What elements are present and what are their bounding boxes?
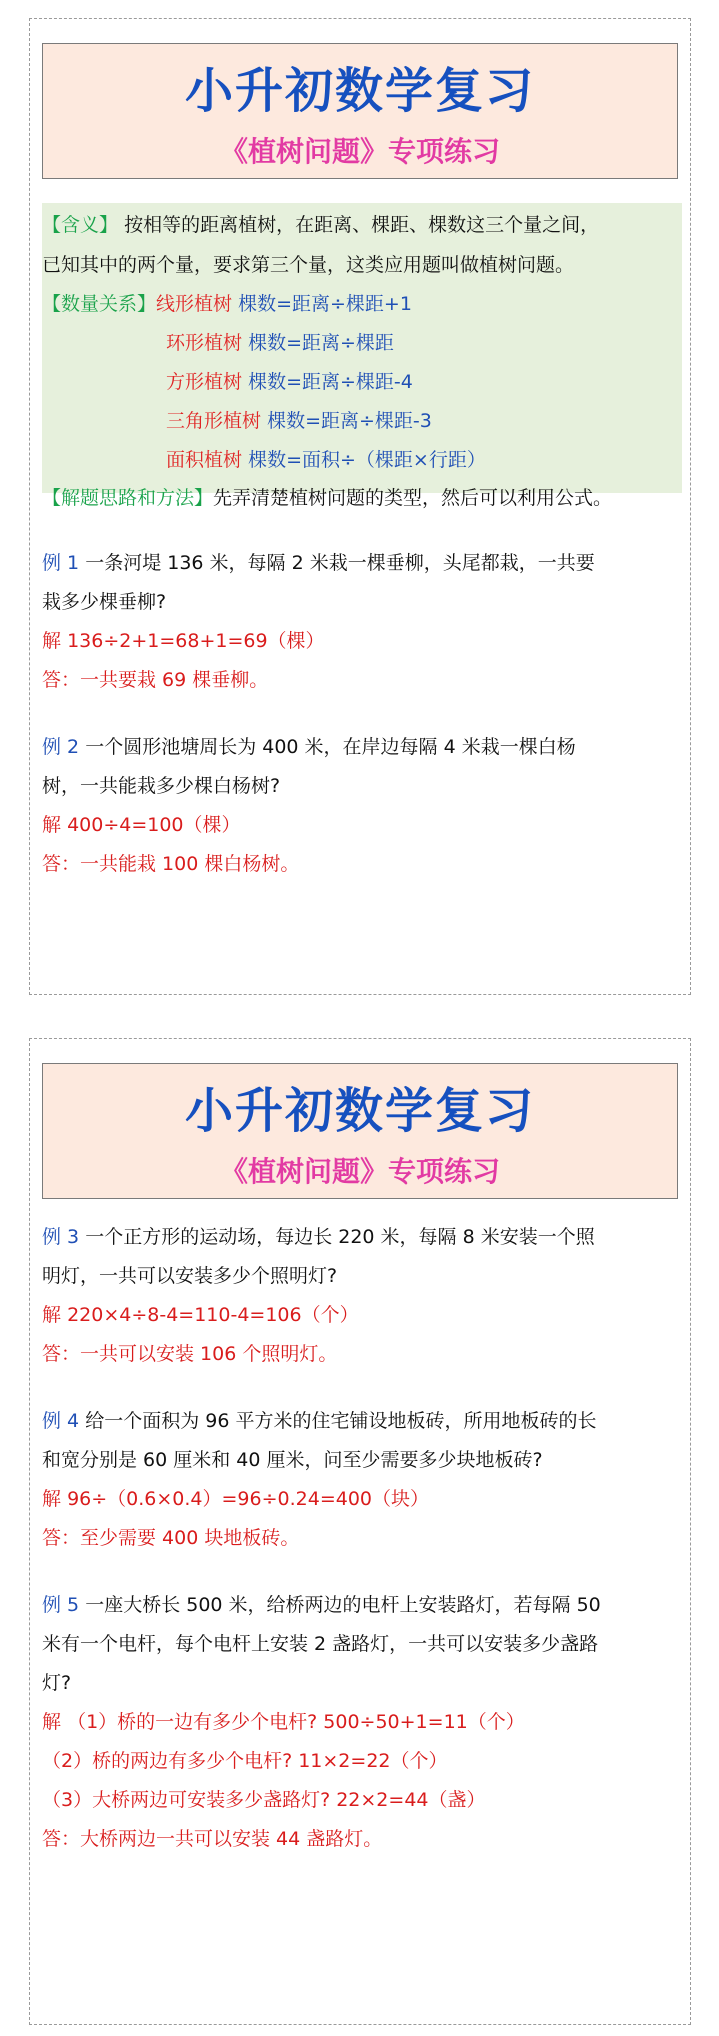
example-text: 一条河堤 136 米，每隔 2 米栽一棵垂柳，头尾都栽，一共要 bbox=[85, 552, 595, 574]
example-3-solution bbox=[42, 1303, 359, 1327]
example-text: 给一个面积为 96 平方米的住宅铺设地板砖，所用地板砖的长 bbox=[85, 1410, 597, 1432]
page-title: 小升初数学复习 bbox=[184, 63, 535, 119]
page-subtitle: 《植树问题》专项练习 bbox=[219, 1155, 500, 1188]
worksheet-page-2 bbox=[29, 1038, 691, 2025]
example-5-solution-3: （3）大桥两边可安装多少盏路灯? 22×2=44（盏） bbox=[42, 1789, 486, 1811]
meaning-line-1 bbox=[42, 213, 599, 237]
relation-type: 线形植树 bbox=[156, 293, 233, 315]
example-2-answer: 答：一共能栽 100 棵白杨树。 bbox=[42, 853, 300, 875]
example-2-question bbox=[42, 735, 576, 759]
relation-row-2 bbox=[166, 331, 394, 355]
meaning-tag: 【含义】 bbox=[42, 214, 119, 236]
solution-label: 解 bbox=[42, 1488, 62, 1510]
relation-type: 面积植树 bbox=[166, 449, 243, 471]
relation-row-3 bbox=[166, 370, 413, 394]
example-text: 一个圆形池塘周长为 400 米，在岸边每隔 4 米栽一棵白杨 bbox=[85, 736, 576, 758]
example-label: 例 4 bbox=[42, 1410, 80, 1432]
relation-tag: 【数量关系】 bbox=[42, 293, 157, 315]
page-header bbox=[42, 1063, 678, 1199]
example-label: 例 1 bbox=[42, 552, 80, 574]
example-1-question bbox=[42, 551, 595, 575]
solution-label: 解 bbox=[42, 814, 62, 836]
example-3-answer: 答：一共可以安装 106 个照明灯。 bbox=[42, 1343, 338, 1365]
example-4-question-2: 和宽分别是 60 厘米和 40 厘米，问至少需要多少块地板砖? bbox=[42, 1449, 543, 1471]
solution-label: 解 bbox=[42, 1304, 62, 1326]
relation-row-4 bbox=[166, 409, 432, 433]
example-4-question bbox=[42, 1409, 596, 1433]
example-text: 一个正方形的运动场，每边长 220 米，每隔 8 米安装一个照 bbox=[85, 1226, 595, 1248]
solution-text: （1）桥的一边有多少个电杆? 500÷50+1=11（个） bbox=[67, 1711, 525, 1733]
method-tag: 【解题思路和方法】 bbox=[42, 487, 214, 509]
page-subtitle: 《植树问题》专项练习 bbox=[219, 135, 500, 168]
relation-row-1 bbox=[42, 292, 412, 316]
page-title: 小升初数学复习 bbox=[184, 1083, 535, 1139]
meaning-text-2: 已知其中的两个量，要求第三个量，这类应用题叫做植树问题。 bbox=[42, 254, 575, 276]
relation-row-5 bbox=[166, 448, 486, 472]
example-5-solution-2: （2）桥的两边有多少个电杆? 11×2=22（个） bbox=[42, 1750, 448, 1772]
solution-text: 220×4÷8-4=110-4=106（个） bbox=[67, 1304, 359, 1326]
worksheet-page-1 bbox=[29, 18, 691, 995]
example-label: 例 3 bbox=[42, 1226, 80, 1248]
example-1-answer: 答：一共要栽 69 棵垂柳。 bbox=[42, 669, 269, 691]
example-1-question-2: 栽多少棵垂柳? bbox=[42, 591, 167, 613]
example-4-answer: 答：至少需要 400 块地板砖。 bbox=[42, 1527, 300, 1549]
solution-text: 400÷4=100（棵） bbox=[67, 814, 241, 836]
example-5-answer: 答：大桥两边一共可以安装 44 盏路灯。 bbox=[42, 1828, 383, 1850]
example-text: 一座大桥长 500 米，给桥两边的电杆上安装路灯，若每隔 50 bbox=[85, 1594, 601, 1616]
meaning-text-1: 按相等的距离植树，在距离、棵距、棵数这三个量之间， bbox=[124, 214, 600, 236]
example-5-question-3: 灯? bbox=[42, 1672, 72, 1694]
relation-type: 环形植树 bbox=[166, 332, 243, 354]
example-2-solution bbox=[42, 813, 241, 837]
solution-text: 136÷2+1=68+1=69（棵） bbox=[67, 630, 325, 652]
page-header bbox=[42, 43, 678, 179]
relation-formula: 棵数=面积÷（棵距×行距） bbox=[248, 449, 486, 471]
relation-formula: 棵数=距离÷棵距-4 bbox=[248, 371, 413, 393]
example-label: 例 2 bbox=[42, 736, 80, 758]
relation-formula: 棵数=距离÷棵距-3 bbox=[267, 410, 432, 432]
solution-label: 解 bbox=[42, 1711, 62, 1733]
relation-formula: 棵数=距离÷棵距+1 bbox=[238, 293, 412, 315]
relation-type: 三角形植树 bbox=[166, 410, 262, 432]
example-3-question-2: 明灯，一共可以安装多少个照明灯? bbox=[42, 1265, 338, 1287]
example-4-solution bbox=[42, 1487, 429, 1511]
example-label: 例 5 bbox=[42, 1594, 80, 1616]
relation-type: 方形植树 bbox=[166, 371, 243, 393]
method-text: 先弄清楚植树问题的类型，然后可以利用公式。 bbox=[213, 487, 613, 509]
example-2-question-2: 树，一共能栽多少棵白杨树? bbox=[42, 775, 281, 797]
example-1-solution bbox=[42, 629, 325, 653]
solution-text: 96÷（0.6×0.4）=96÷0.24=400（块） bbox=[67, 1488, 430, 1510]
method-line bbox=[42, 486, 612, 510]
example-3-question bbox=[42, 1225, 595, 1249]
relation-formula: 棵数=距离÷棵距 bbox=[248, 332, 394, 354]
solution-label: 解 bbox=[42, 630, 62, 652]
example-5-question bbox=[42, 1593, 601, 1617]
example-5-question-2: 米有一个电杆，每个电杆上安装 2 盏路灯，一共可以安装多少盏路 bbox=[42, 1633, 599, 1655]
example-5-solution bbox=[42, 1710, 525, 1734]
